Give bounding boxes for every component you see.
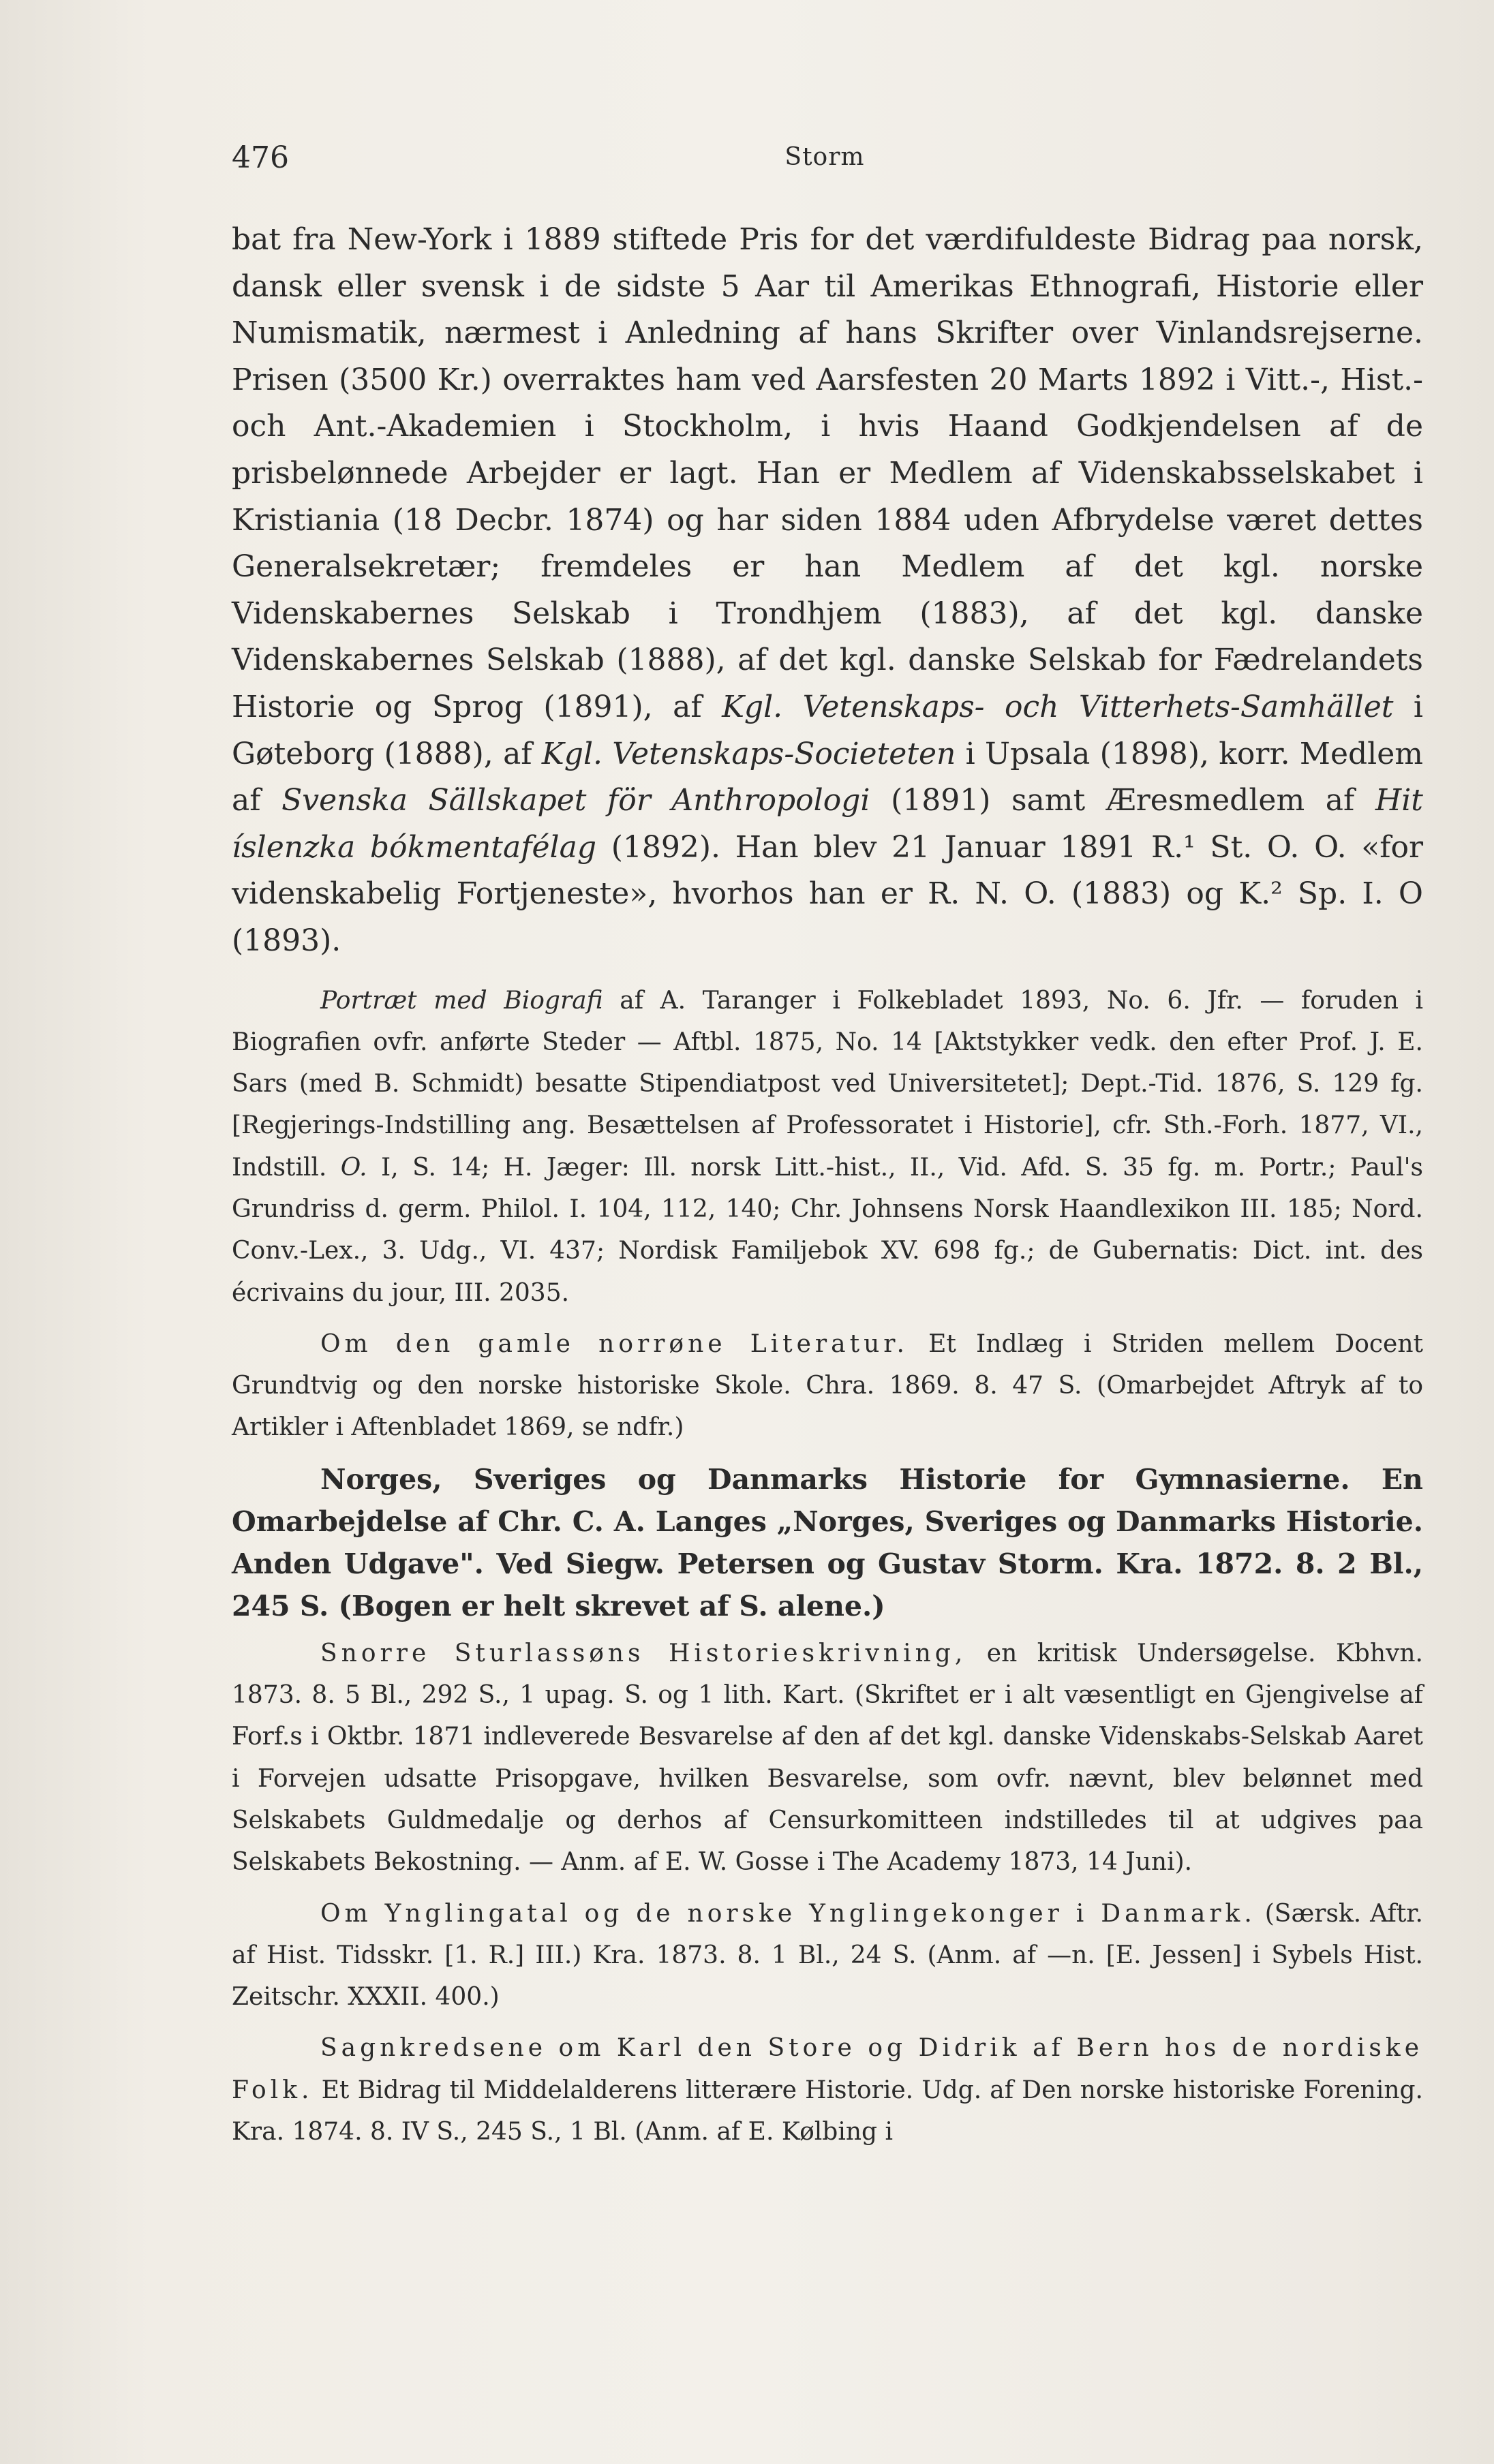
text-run: (1892). Han blev 21 Januar 1891 R.¹ St. O. O. «for videnskabelig Fortjeneste», hvorhos han er R. N. O. (1883) og K.² Sp. I. O (1893). <box>232 829 1423 958</box>
entry-title: Sagnkredsene om Karl den Store og Didrik af Bern hos de nordiske Folk. <box>232 2034 1423 2104</box>
italic-title: Kgl. Vetenskaps-Societeten <box>541 736 956 771</box>
bibliography-entry <box>232 2027 1423 2153</box>
page-number: 476 <box>232 140 289 175</box>
text-run: bat fra New-York i 1889 stiftede Pris for det værdifuldeste Bidrag paa norsk, dansk eller svensk i de sidste 5 Aar til Amerikas Ethnografi, Historie eller Numismatik, nærmest i Anledning af hans Skrifter over Vinlandsrejserne. Prisen (3500 Kr.) overraktes ham ved Aarsfesten 20 Marts 1892 i Vitt.-, Hist.- och Ant.-Akademien i Stockholm, i hvis Haand Godkjendelsen af de prisbelønnede Arbejder er lagt. Han er Medlem af Videnskabsselskabet i Kristiania (18 Decbr. 1874) og har siden 1884 uden Afbrydelse været dettes Generalsekretær; fremdeles er han Medlem af det kgl. norske Videnskabernes Selskab i Trondhjem (1883), af det kgl. danske Videnskabernes Selskab (1888), af det kgl. danske Selskab for Fædrelandets Historie og Sprog (1891), af <box>232 222 1423 724</box>
italic-title: Kgl. Vetenskaps- och Vitterhets-Samhället <box>722 689 1394 724</box>
text-run: I, S. 14; H. Jæger: Ill. norsk Litt.-hist., II., Vid. Afd. S. 35 fg. m. Portr.; Paul's Grundriss d. germ. Philol. I. 104, 112, 140; Chr. Johnsens Norsk Haandlexikon III. 185; Nord. Conv.-Lex., 3. Udg., VI. 437; Nordisk Familjebok XV. 698 fg.; de Gubernatis: Dict. int. des écrivains du jour, III. 2035. <box>232 1153 1423 1307</box>
italic-title: Portræt med Biografi <box>320 986 603 1015</box>
running-head: Storm <box>784 143 865 171</box>
entry-title: Om Ynglingatal og de norske Ynglingekonger i Danmark. <box>320 1899 1256 1928</box>
page-header <box>232 140 1418 181</box>
italic-title: Hit íslenzka bókmentafélag <box>232 783 1423 865</box>
biography-paragraph <box>232 217 1423 965</box>
text-run: Et Indlæg i Striden mellem Docent Grundtvig og den norske historiske Skole. Chra. 1869. 8. 47 S. (Omarbejdet Aftryk af to Artikler i Aftenbladet 1869, se ndfr.) <box>232 1329 1423 1442</box>
text-run: Et Bidrag til Middelalderens litterære Historie. Udg. af Den norske historiske Forening. Kra. 1874. 8. IV S., 245 S., 1 Bl. (Anm. af E. Kølbing i <box>232 2076 1424 2146</box>
references-paragraph <box>232 980 1423 1314</box>
entry-title: Snorre Sturlassøns Historieskrivning, <box>320 1639 967 1667</box>
italic-title: Svenska Sällskapet för Anthropologi <box>281 783 870 818</box>
bibliography-entry-gothic: Norges, Sveriges og Danmarks Historie for Gymnasierne. En Omarbejdelse af Chr. C. A. Langes „Norges, Sveriges og Danmarks Historie. Anden Udgave". Ved Siegw. Petersen og Gustav Storm. Kra. 1872. 8. 2 Bl., 245 S. (Bogen er helt skrevet af S. alene.) <box>232 1462 1423 1622</box>
text-run: af A. Taranger i Folkebladet 1893, No. 6. Jfr. — foruden i Biografien ovfr. anførte Steder — Aftbl. 1875, No. 14 [Aktstykker vedk. den efter Prof. J. E. Sars (med B. Schmidt) besatte Stipendiatpost ved Universitetet]; Dept.-Tid. 1876, S. 129 fg. [Regjerings-Indstilling ang. Besættelsen af Professoratet i Historie], cfr. Sth.-Forh. 1877, VI., Indstill. <box>232 986 1424 1182</box>
italic-title: O. <box>340 1153 367 1182</box>
bibliography-entry <box>232 1893 1423 2018</box>
text-run: (Særsk. Aftr. af Hist. Tidsskr. [1. R.] III.) Kra. 1873. 8. 1 Bl., 24 S. (Anm. af —n. [E. Jessen] i Sybels Hist. Zeitschr. XXXII. 400.) <box>232 1899 1423 2012</box>
bibliography-entry <box>232 1323 1423 1449</box>
entry-title: Om den gamle norrøne Literatur. <box>320 1329 909 1358</box>
text-run: (1891) samt Æresmedlem af <box>891 783 1355 818</box>
text-run: i Upsala (1898), korr. Medlem af <box>232 736 1424 818</box>
text-run: i Gøteborg (1888), af <box>232 689 1423 771</box>
bibliography-entry <box>232 1633 1423 1883</box>
text-run: en kritisk Undersøgelse. Kbhvn. 1873. 8. 5 Bl., 292 S., 1 upag. S. og 1 lith. Kart. (Skriftet er i alt væsentligt en Gjengivelse af Forf.s i Oktbr. 1871 indleverede Besvarelse af den af det kgl. danske Videnskabs-Selskab Aaret i Forvejen udsatte Prisopgave, hvilken Besvarelse, som ovfr. nævnt, blev belønnet med Selskabets Guldmedalje og derhos af Censurkomitteen indstilledes til at udgives paa Selskabets Bekostning. — Anm. af E. W. Gosse i The Academy 1873, 14 Juni). <box>232 1639 1423 1877</box>
page-body <box>232 217 1423 2153</box>
